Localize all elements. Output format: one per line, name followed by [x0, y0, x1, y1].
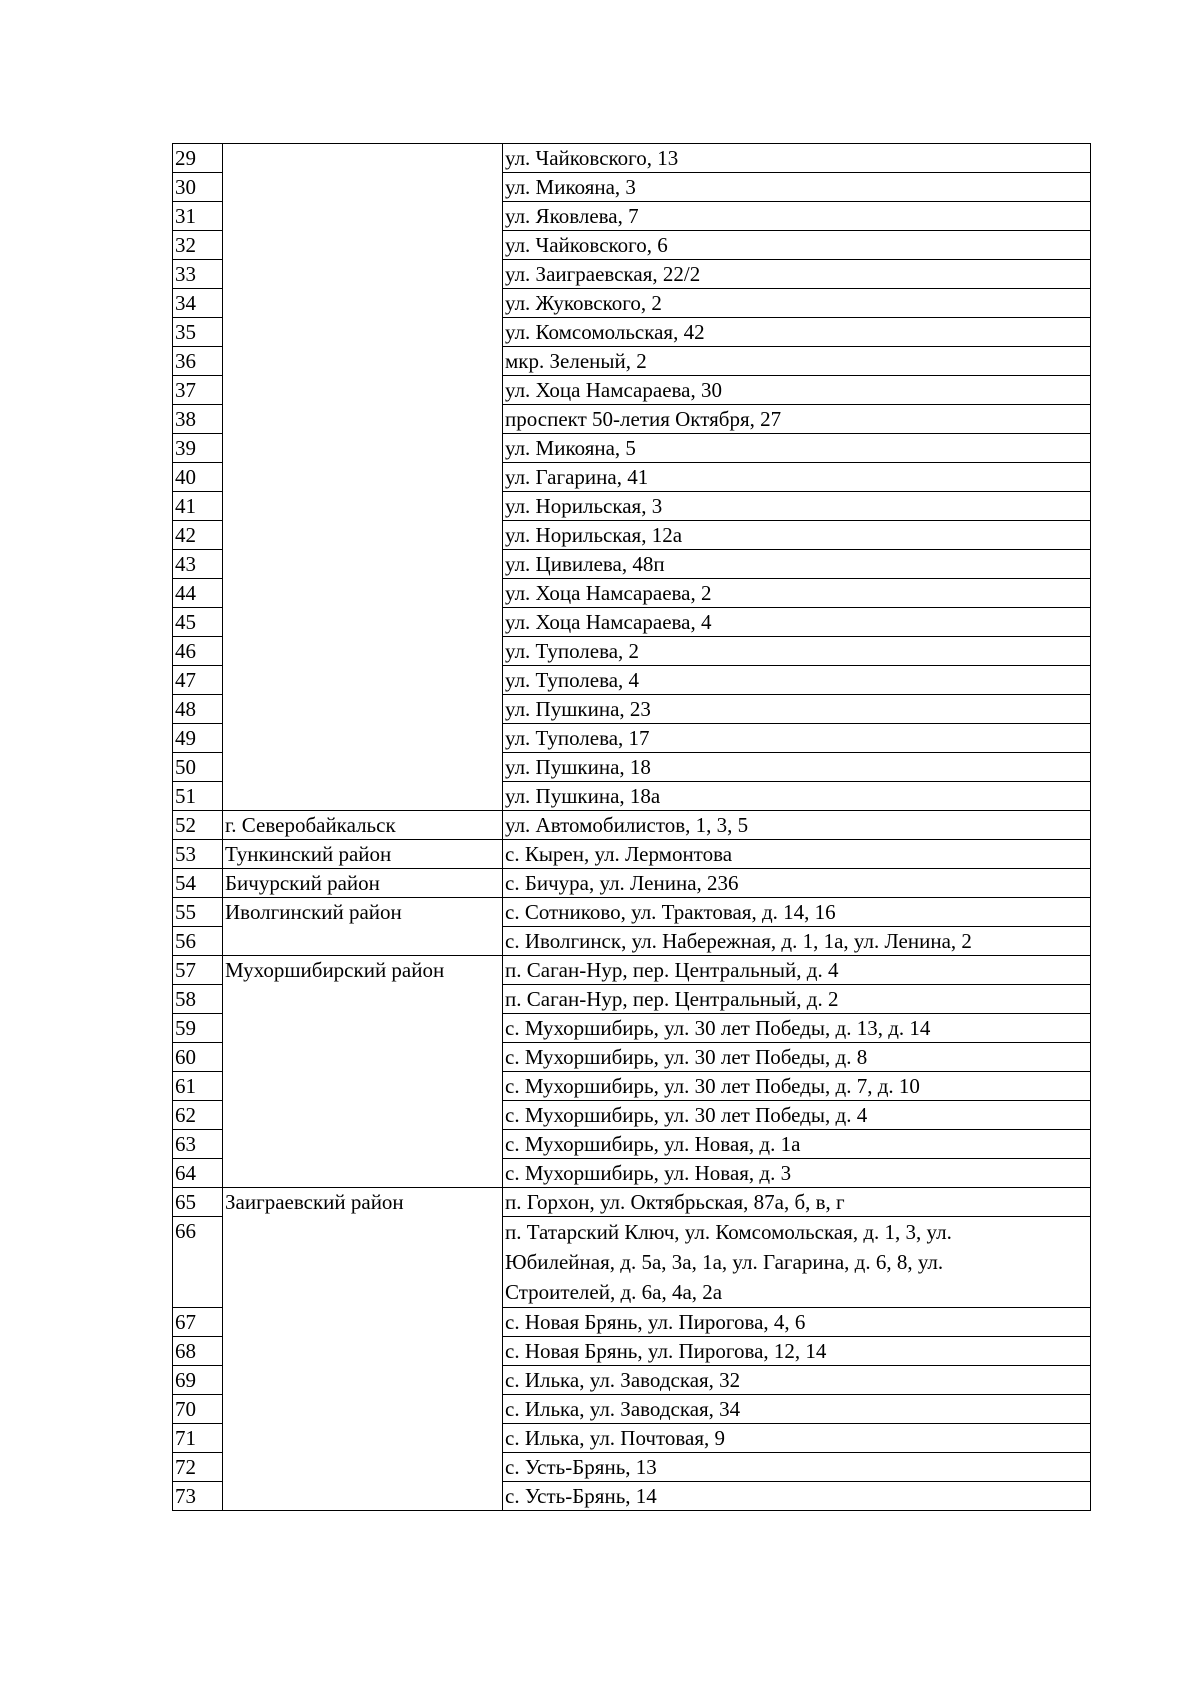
row-number: 44 [173, 579, 223, 608]
row-number: 63 [173, 1130, 223, 1159]
address-cell: с. Мухоршибирь, ул. Новая, д. 3 [503, 1159, 1091, 1188]
address-cell: с. Мухоршибирь, ул. 30 лет Победы, д. 4 [503, 1101, 1091, 1130]
address-cell: ул. Комсомольская, 42 [503, 318, 1091, 347]
row-number: 72 [173, 1453, 223, 1482]
row-number: 71 [173, 1424, 223, 1453]
row-number: 51 [173, 782, 223, 811]
row-number: 33 [173, 260, 223, 289]
row-number: 50 [173, 753, 223, 782]
table-row [173, 898, 1091, 927]
address-cell: ул. Пушкина, 18а [503, 782, 1091, 811]
district-cell: Заиграевский район [223, 1188, 503, 1511]
address-cell: с. Мухоршибирь, ул. 30 лет Победы, д. 7, д. 10 [503, 1072, 1091, 1101]
row-number: 30 [173, 173, 223, 202]
address-cell: мкр. Зеленый, 2 [503, 347, 1091, 376]
row-number: 34 [173, 289, 223, 318]
row-number: 59 [173, 1014, 223, 1043]
row-number: 68 [173, 1337, 223, 1366]
address-cell: с. Иволгинск, ул. Набережная, д. 1, 1а, ул. Ленина, 2 [503, 927, 1091, 956]
address-cell: ул. Пушкина, 18 [503, 753, 1091, 782]
address-cell: с. Усть-Брянь, 14 [503, 1482, 1091, 1511]
row-number: 65 [173, 1188, 223, 1217]
row-number: 40 [173, 463, 223, 492]
address-cell: проспект 50-летия Октября, 27 [503, 405, 1091, 434]
district-cell: Тункинский район [223, 840, 503, 869]
row-number: 37 [173, 376, 223, 405]
address-line: Юбилейная, д. 5а, 3а, 1а, ул. Гагарина, д. 6, 8, ул. [505, 1250, 944, 1274]
row-number: 61 [173, 1072, 223, 1101]
address-cell: с. Усть-Брянь, 13 [503, 1453, 1091, 1482]
address-cell [503, 1217, 1091, 1308]
row-number: 64 [173, 1159, 223, 1188]
address-cell: с. Илька, ул. Заводская, 34 [503, 1395, 1091, 1424]
address-cell: с. Новая Брянь, ул. Пирогова, 12, 14 [503, 1337, 1091, 1366]
address-cell: ул. Жуковского, 2 [503, 289, 1091, 318]
row-number: 55 [173, 898, 223, 927]
table-row [173, 1188, 1091, 1217]
address-cell: ул. Микояна, 5 [503, 434, 1091, 463]
address-cell: п. Горхон, ул. Октябрьская, 87а, б, в, г [503, 1188, 1091, 1217]
row-number: 70 [173, 1395, 223, 1424]
row-number: 47 [173, 666, 223, 695]
address-cell: ул. Гагарина, 41 [503, 463, 1091, 492]
address-cell: с. Новая Брянь, ул. Пирогова, 4, 6 [503, 1308, 1091, 1337]
address-cell: с. Илька, ул. Заводская, 32 [503, 1366, 1091, 1395]
row-number: 31 [173, 202, 223, 231]
row-number: 38 [173, 405, 223, 434]
address-cell: с. Кырен, ул. Лермонтова [503, 840, 1091, 869]
row-number: 57 [173, 956, 223, 985]
row-number: 67 [173, 1308, 223, 1337]
address-cell: ул. Туполева, 2 [503, 637, 1091, 666]
row-number: 58 [173, 985, 223, 1014]
address-cell: ул. Пушкина, 23 [503, 695, 1091, 724]
row-number: 36 [173, 347, 223, 376]
row-number: 35 [173, 318, 223, 347]
address-cell: ул. Хоца Намсараева, 4 [503, 608, 1091, 637]
row-number: 46 [173, 637, 223, 666]
row-number: 42 [173, 521, 223, 550]
address-cell: с. Мухоршибирь, ул. 30 лет Победы, д. 8 [503, 1043, 1091, 1072]
address-cell: ул. Микояна, 3 [503, 173, 1091, 202]
address-cell: ул. Автомобилистов, 1, 3, 5 [503, 811, 1091, 840]
address-cell: п. Саган-Нур, пер. Центральный, д. 2 [503, 985, 1091, 1014]
row-number: 56 [173, 927, 223, 956]
address-cell: ул. Чайковского, 13 [503, 144, 1091, 173]
address-line: Строителей, д. 6а, 4а, 2а [505, 1280, 723, 1304]
row-number: 29 [173, 144, 223, 173]
address-cell: ул. Чайковского, 6 [503, 231, 1091, 260]
address-cell: ул. Туполева, 17 [503, 724, 1091, 753]
address-cell: с. Мухоршибирь, ул. 30 лет Победы, д. 13, д. 14 [503, 1014, 1091, 1043]
address-line: п. Татарский Ключ, ул. Комсомольская, д. 1, 3, ул. [505, 1220, 952, 1244]
row-number: 43 [173, 550, 223, 579]
row-number: 39 [173, 434, 223, 463]
row-number: 53 [173, 840, 223, 869]
district-cell: г. Северобайкальск [223, 811, 503, 840]
row-number: 54 [173, 869, 223, 898]
address-cell: ул. Заиграевская, 22/2 [503, 260, 1091, 289]
address-cell: ул. Цивилева, 48п [503, 550, 1091, 579]
row-number: 52 [173, 811, 223, 840]
address-cell: ул. Яковлева, 7 [503, 202, 1091, 231]
address-cell: с. Илька, ул. Почтовая, 9 [503, 1424, 1091, 1453]
address-cell: с. Мухоршибирь, ул. Новая, д. 1а [503, 1130, 1091, 1159]
table-row [173, 956, 1091, 985]
table-row [173, 869, 1091, 898]
district-cell [223, 144, 503, 811]
row-number: 66 [173, 1217, 223, 1308]
address-cell: ул. Норильская, 3 [503, 492, 1091, 521]
row-number: 60 [173, 1043, 223, 1072]
row-number: 32 [173, 231, 223, 260]
address-cell: п. Саган-Нур, пер. Центральный, д. 4 [503, 956, 1091, 985]
address-cell: ул. Туполева, 4 [503, 666, 1091, 695]
row-number: 41 [173, 492, 223, 521]
row-number: 45 [173, 608, 223, 637]
table-row [173, 840, 1091, 869]
district-cell: Иволгинский район [223, 898, 503, 956]
address-cell: ул. Норильская, 12а [503, 521, 1091, 550]
row-number: 73 [173, 1482, 223, 1511]
district-cell: Бичурский район [223, 869, 503, 898]
address-table [172, 143, 1091, 1511]
address-cell: ул. Хоца Намсараева, 2 [503, 579, 1091, 608]
row-number: 62 [173, 1101, 223, 1130]
table-row [173, 144, 1091, 173]
address-cell: с. Сотниково, ул. Трактовая, д. 14, 16 [503, 898, 1091, 927]
district-cell: Мухоршибирский район [223, 956, 503, 1188]
row-number: 49 [173, 724, 223, 753]
address-cell: с. Бичура, ул. Ленина, 236 [503, 869, 1091, 898]
address-cell: ул. Хоца Намсараева, 30 [503, 376, 1091, 405]
row-number: 69 [173, 1366, 223, 1395]
row-number: 48 [173, 695, 223, 724]
table-row [173, 811, 1091, 840]
